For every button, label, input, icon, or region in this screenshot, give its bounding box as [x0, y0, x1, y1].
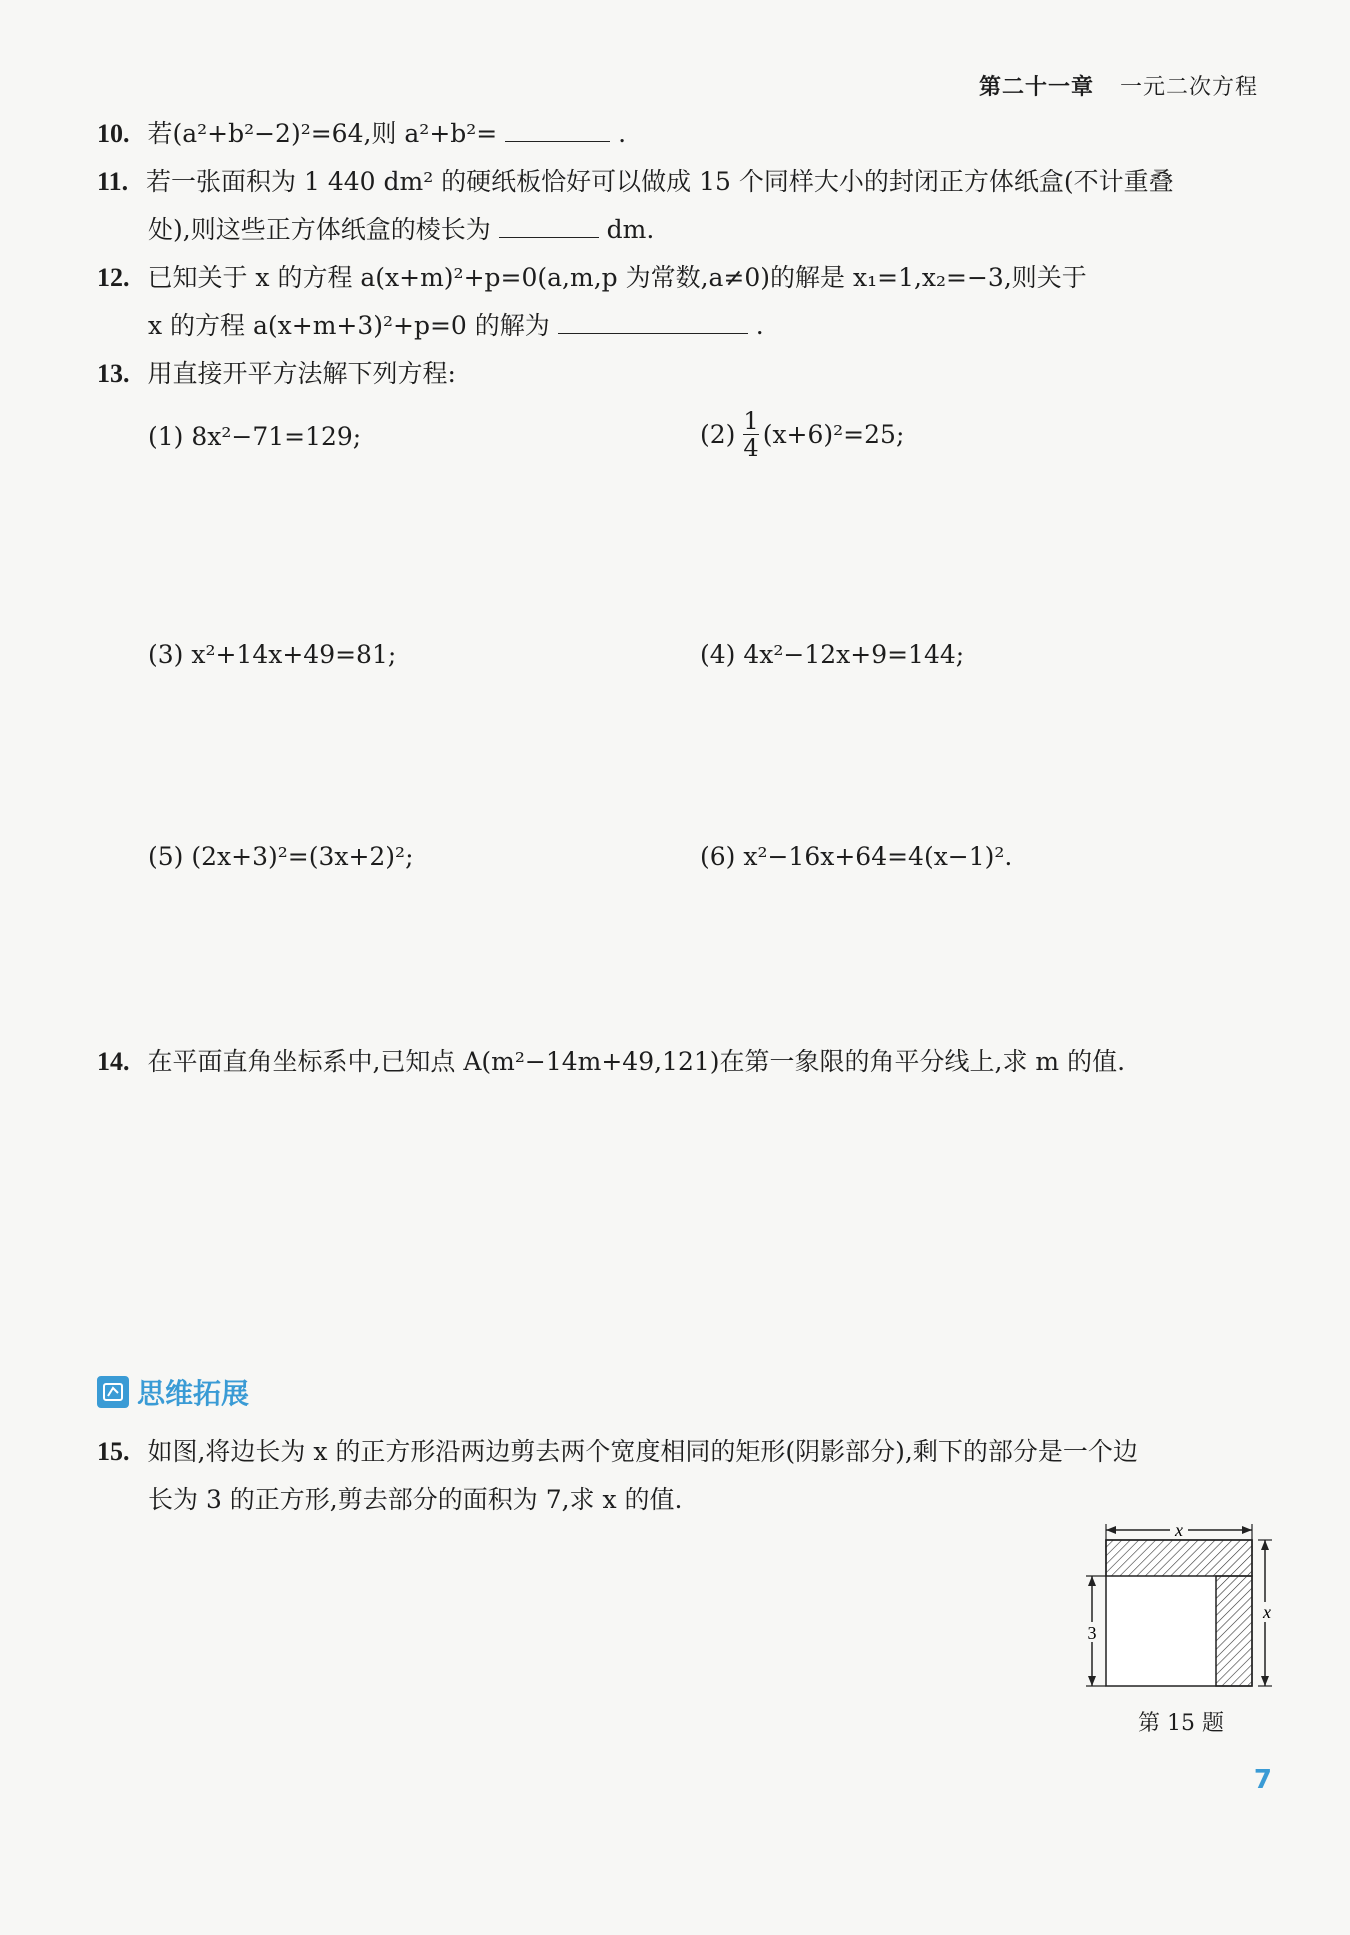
left-3-label: 3 [1087, 1623, 1097, 1643]
question-12 [97, 254, 1270, 350]
chapter-title: 一元二次方程 [1119, 75, 1258, 100]
sub-item-1: (1) 8x²−71=129; [148, 422, 362, 451]
question-13 [97, 350, 1270, 398]
sub-item-2-label: (2) [700, 420, 736, 449]
question-number: 10. [97, 119, 130, 148]
answer-blank[interactable] [499, 207, 599, 238]
page-header [979, 70, 1258, 101]
question-text-end: . [755, 311, 764, 340]
sub-item-4: (4) 4x²−12x+9=144; [700, 640, 965, 669]
fraction [743, 408, 758, 461]
question-text-line2: 长为 3 的正方形,剪去部分的面积为 7,求 x 的值. [148, 1485, 683, 1514]
unit-text: dm. [606, 215, 655, 244]
shaded-right-rectangle [1216, 1576, 1252, 1686]
top-x-label: x [1175, 1522, 1183, 1540]
sub-item-3: (3) x²+14x+49=81; [148, 640, 397, 669]
right-x-label: x [1263, 1602, 1271, 1622]
sub-item-6: (6) x²−16x+64=4(x−1)². [700, 842, 1013, 871]
question-text-line1: 如图,将边长为 x 的正方形沿两边剪去两个宽度相同的矩形(阴影部分),剩下的部分是一个边 [147, 1437, 1138, 1466]
sub-item-2 [700, 408, 904, 461]
answer-blank[interactable] [505, 111, 610, 142]
shaded-top-rectangle [1106, 1540, 1252, 1576]
sub-item-2-expression: (x+6)²=25; [762, 420, 905, 449]
question-15 [97, 1428, 1270, 1524]
chapter-label: 第二十一章 [978, 75, 1094, 100]
question-text: 在平面直角坐标系中,已知点 A(m²−14m+49,121)在第一象限的角平分线上,求 m 的值. [147, 1047, 1126, 1076]
question-11 [97, 158, 1270, 254]
fraction-denominator: 4 [743, 434, 759, 462]
question-number: 11. [97, 167, 129, 196]
question-number: 14. [97, 1047, 130, 1076]
question-10 [97, 110, 1270, 158]
question-text: 用直接开平方法解下列方程: [147, 359, 456, 388]
question-text-line2: x 的方程 a(x+m+3)²+p=0 的解为 [148, 311, 550, 340]
question-text-end: . [618, 119, 627, 148]
page-number: 7 [1253, 1765, 1272, 1795]
question-text-line1: 若一张面积为 1 440 dm² 的硬纸板恰好可以做成 15 个同样大小的封闭正方体纸盒(不计重叠 [146, 167, 1174, 196]
question-text-line2: 处),则这些正方体纸盒的棱长为 [148, 215, 491, 244]
question-text-line1: 已知关于 x 的方程 a(x+m)²+p=0(a,m,p 为常数,a≠0)的解是 x₁=1,x₂=−3,则关于 [147, 263, 1087, 292]
answer-blank[interactable] [558, 303, 748, 334]
expand-thinking-icon [97, 1376, 129, 1408]
question-number: 15. [97, 1437, 130, 1466]
section-title: 思维拓展 [137, 1377, 250, 1410]
question-number: 13. [97, 359, 130, 388]
question-14 [97, 1038, 1270, 1086]
section-heading [97, 1372, 249, 1412]
question-number: 12. [97, 263, 130, 292]
fraction-numerator: 1 [743, 407, 759, 435]
sub-item-5: (5) (2x+3)²=(3x+2)²; [148, 842, 414, 871]
figure-caption: 第 15 题 [1138, 1711, 1224, 1736]
question-text: 若(a²+b²−2)²=64,则 a²+b²= [147, 119, 498, 148]
